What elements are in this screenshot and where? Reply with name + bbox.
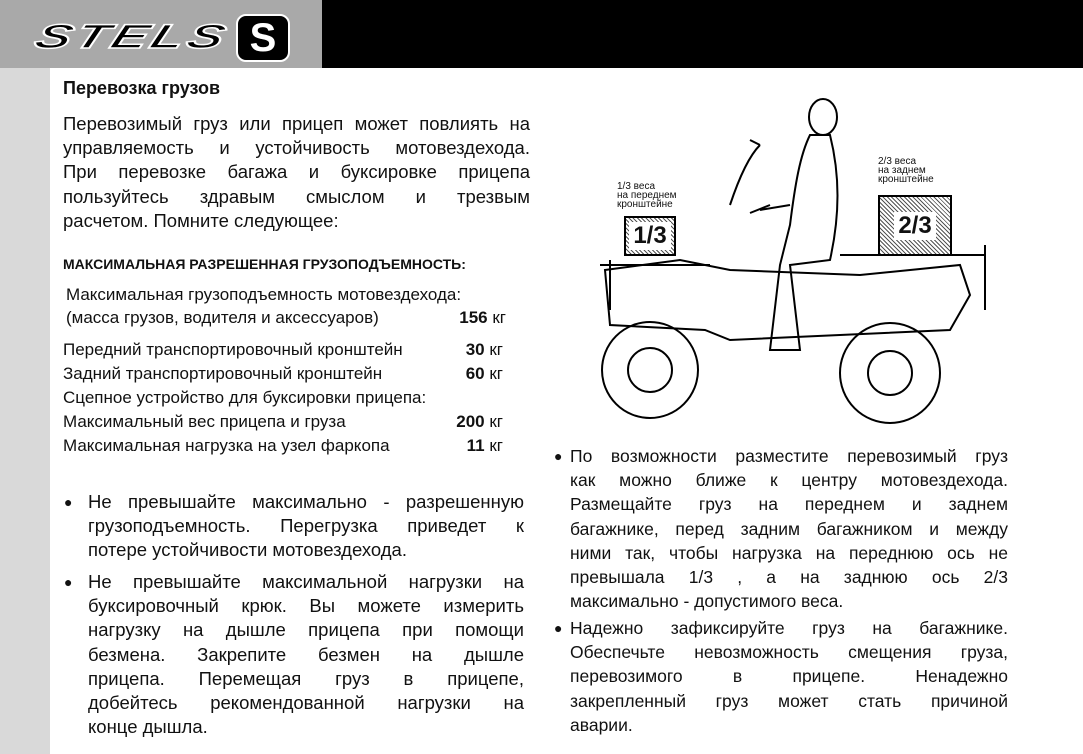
- intro-line: управляемость и устойчивость мотовездехода.: [63, 137, 530, 159]
- rear-box-text: 2/3: [894, 212, 935, 240]
- spec-row: [63, 364, 503, 384]
- atv-illustration: [590, 95, 1010, 435]
- bullet-line: Размещайте груз на переднем и заднем: [570, 494, 1008, 515]
- bullet-icon: ●: [64, 494, 73, 510]
- intro-line: расчетом. Помните следующее:: [63, 209, 339, 231]
- bullet-line: превышала 1/3 , а на заднюю ось 2/3: [570, 567, 1008, 587]
- rear-weight-label: 2/3 веса: [878, 156, 917, 167]
- spec-value: [466, 364, 503, 384]
- rear-load-box: [878, 195, 952, 256]
- stels-logo: [0, 0, 322, 68]
- spec-label: Задний транспортировочный кронштейн: [63, 364, 383, 383]
- rear-weight-label: кронштейне: [878, 174, 934, 185]
- bullet-line: как можно ближе к центру мотовездехода.: [570, 470, 1008, 491]
- side-strip: [0, 68, 50, 754]
- front-wheel: [602, 322, 698, 418]
- spec-number: 200: [456, 412, 485, 431]
- bullet-line: закрепленный груз может стать причиной: [570, 690, 1008, 711]
- rear-wheel: [840, 323, 940, 423]
- spec-unit: кг: [489, 412, 503, 431]
- spec-label: Максимальная нагрузка на узел фаркопа: [63, 436, 390, 455]
- front-box-text: 1/3: [629, 222, 670, 250]
- spec-value: [467, 436, 503, 456]
- brand-s-icon: S: [236, 14, 290, 62]
- spec-label: Сцепное устройство для буксировки прицепа:: [63, 388, 427, 407]
- bullet-icon: ●: [554, 620, 563, 636]
- bullet-line: прицепа. Перемещая груз в прицепе,: [88, 667, 524, 689]
- spec-unit: кг: [489, 436, 503, 455]
- bullet-line: По возможности разместите перевозимый груз: [570, 446, 1008, 466]
- bullet-line: добейтесь рекомендованной нагрузки на: [88, 692, 524, 713]
- spec-unit: кг: [489, 364, 503, 383]
- spec-label: Передний транспортировочный кронштейн: [63, 340, 403, 359]
- spec-row: [66, 308, 506, 328]
- bullet-line: ними так, чтобы нагрузка на переднюю ось не: [570, 542, 1008, 563]
- front-weight-label: 1/3 веса: [617, 181, 656, 192]
- bullet-line: нагрузку на дышле прицепа при помощи: [88, 619, 524, 641]
- spec-label: (масса грузов, водителя и аксессуаров): [66, 308, 379, 327]
- spec-value: [456, 412, 503, 432]
- intro-line: При перевозке багажа и буксировке прицепа: [63, 161, 530, 183]
- bullet-icon: ●: [554, 448, 563, 464]
- spec-number: 156: [459, 308, 488, 327]
- section-title: Перевозка грузов: [63, 78, 221, 98]
- spec-value: [466, 340, 503, 360]
- intro-line: Перевозимый груз или прицеп может повлиять на: [63, 113, 530, 134]
- bullet-line: Надежно зафиксируйте груз на багажнике.: [570, 618, 1008, 638]
- spec-row: [63, 436, 503, 456]
- intro-line: пользуйтесь здравым смыслом и трезвым: [63, 185, 530, 207]
- bullet-line: перевозимого в прицепе. Ненадежно: [570, 666, 1008, 687]
- spec-row: [66, 285, 506, 305]
- spec-unit: кг: [489, 340, 503, 359]
- bullet-line: максимально - допустимого веса.: [570, 591, 844, 612]
- spec-row: [63, 412, 503, 432]
- spec-row: [63, 340, 503, 360]
- spec-row: [63, 388, 503, 408]
- bullet-line: буксировочный крюк. Вы можете измерить: [88, 595, 524, 617]
- bullet-line: багажнике, перед задним багажником и между: [570, 518, 1008, 539]
- spec-label: Максимальная грузоподъемность мотовездехода:: [66, 285, 462, 304]
- bullet-line: аварии.: [570, 714, 633, 735]
- bullet-line: безмена. Закрепите безмен на дышле: [88, 643, 524, 665]
- rear-weight-label: на заднем: [878, 165, 926, 176]
- front-weight-label: кронштейне: [617, 199, 673, 210]
- bullet-line: Не превышайте максимальной нагрузки на: [88, 571, 524, 592]
- bullet-icon: ●: [64, 574, 73, 590]
- bullet-line: грузоподъемность. Перегрузка приведет к: [88, 515, 524, 537]
- bullet-line: конце дышла.: [88, 716, 208, 738]
- front-load-box: [624, 216, 676, 256]
- bullet-line: Не превышайте максимально - разрешенную: [88, 491, 524, 512]
- bullet-line: потере устойчивости мотовездехода.: [88, 539, 407, 561]
- spec-value: [459, 308, 506, 328]
- brand-wordmark: STELS: [29, 18, 235, 56]
- max-capacity-heading: МАКСИМАЛЬНАЯ РАЗРЕШЕННАЯ ГРУЗОПОДЪЕМНОСТЬ:: [63, 256, 466, 272]
- spec-number: 11: [466, 436, 485, 455]
- front-weight-label: на переднем: [617, 190, 677, 201]
- spec-label: Максимальный вес прицепа и груза: [63, 412, 346, 431]
- spec-unit: кг: [492, 308, 506, 327]
- spec-number: 30: [465, 340, 485, 359]
- bullet-line: Обеспечьте невозможность смещения груза,: [570, 642, 1008, 663]
- spec-number: 60: [465, 364, 485, 383]
